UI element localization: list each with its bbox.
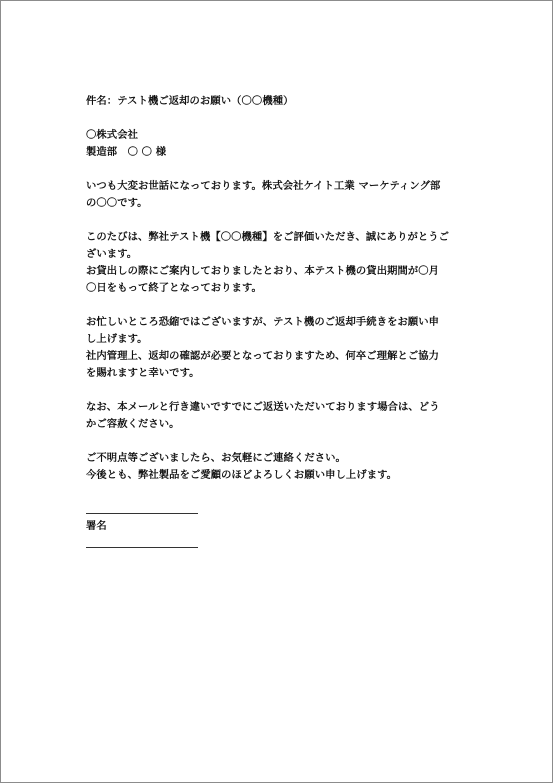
spacer xyxy=(86,484,471,501)
paragraph-2-line-4: を賜れますと幸いです。 xyxy=(86,367,200,379)
paragraph-1-line-1: このたびは、弊社テスト機【〇〇機種】をご評価いただき、誠にありがとうご xyxy=(86,231,450,243)
spacer xyxy=(86,382,471,399)
paragraph-3-line-2: かご容赦ください。 xyxy=(86,418,180,430)
subject-line: 件名：テスト機ご返却のお願い（〇〇機種） xyxy=(86,95,294,107)
closing-line-1: ご不明点等ございましたら、お気軽にご連絡ください。 xyxy=(86,452,346,464)
paragraph-2-line-1: お忙しいところ恐縮ではございますが、テスト機のご返却手続きをお願い申 xyxy=(86,316,440,328)
letter-body xyxy=(86,93,471,552)
spacer xyxy=(86,297,471,314)
greeting-line-2: の〇〇です。 xyxy=(86,197,148,209)
signature-top-rule xyxy=(86,501,471,518)
signature-label: 署名 xyxy=(86,520,107,532)
closing-line-2: 今後とも、弊社製品をご愛顧のほどよろしくお願い申し上げます。 xyxy=(86,469,398,481)
recipient-person: 製造部 〇 〇 様 xyxy=(86,146,167,158)
paragraph-2-line-3: 社内管理上、返却の確認が必要となっておりますため、何卒ご理解とご協力 xyxy=(86,350,440,362)
spacer xyxy=(86,161,471,178)
greeting-line-1: いつも大変お世話になっております。株式会社ケイト工業 マーケティング部 xyxy=(86,180,441,192)
spacer xyxy=(86,212,471,229)
paragraph-2-line-2: し上げます。 xyxy=(86,333,148,345)
spacer xyxy=(86,433,471,450)
paragraph-1-line-4: 〇日をもって終了となっております。 xyxy=(86,282,262,294)
recipient-company: 〇株式会社 xyxy=(86,129,138,141)
paragraph-1-line-3: お貸出しの際にご案内しておりましたとおり、本テスト機の貸出期間が〇月 xyxy=(86,265,440,277)
paragraph-1-line-2: ざいます。 xyxy=(86,248,138,260)
paragraph-3-line-1: なお、本メールと行き違いですでにご返送いただいております場合は、どう xyxy=(86,401,440,413)
spacer xyxy=(86,110,471,127)
signature-bottom-rule xyxy=(86,535,471,552)
